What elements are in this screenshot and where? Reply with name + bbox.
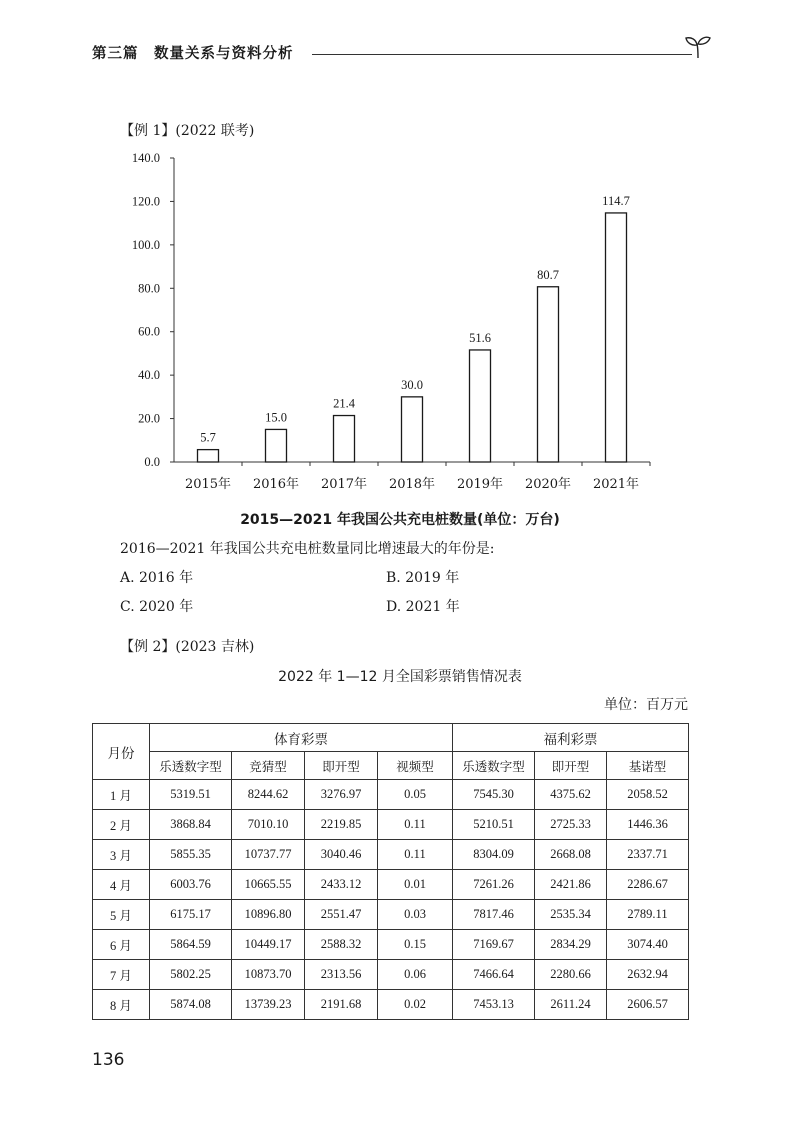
table-cell: 10873.70 bbox=[232, 960, 305, 990]
table-cell: 0.11 bbox=[378, 810, 453, 840]
option-a: A. 2016 年 bbox=[120, 570, 194, 586]
month-cell: 3 月 bbox=[93, 840, 150, 870]
table-cell: 8244.62 bbox=[232, 780, 305, 810]
table-row bbox=[93, 870, 689, 900]
table-cell: 0.02 bbox=[378, 990, 453, 1020]
table-cell: 2433.12 bbox=[305, 870, 378, 900]
table-cell: 3040.46 bbox=[305, 840, 378, 870]
bar bbox=[402, 397, 423, 462]
table-cell: 7545.30 bbox=[453, 780, 535, 810]
page-number: 136 bbox=[92, 1050, 125, 1070]
x-tick-label: 2016年 bbox=[252, 477, 300, 492]
y-tick-label: 0.0 bbox=[144, 455, 160, 469]
bar bbox=[266, 429, 287, 462]
sprout-icon bbox=[684, 34, 712, 60]
example-1-label: 【例 1】(2022 联考) bbox=[120, 123, 255, 139]
table-row bbox=[93, 810, 689, 840]
y-tick-label: 40.0 bbox=[138, 368, 160, 383]
y-tick-label: 60.0 bbox=[138, 324, 160, 339]
y-tick-label: 80.0 bbox=[138, 281, 160, 296]
table-cell: 10449.17 bbox=[232, 930, 305, 960]
month-cell: 6 月 bbox=[93, 930, 150, 960]
option-d: D. 2021 年 bbox=[386, 599, 460, 615]
table-cell: 0.06 bbox=[378, 960, 453, 990]
table-cell: 2313.56 bbox=[305, 960, 378, 990]
table-unit: 单位：百万元 bbox=[604, 697, 688, 713]
column-header: 竞猜型 bbox=[232, 752, 305, 780]
table-cell: 2058.52 bbox=[607, 780, 689, 810]
table-cell: 10896.80 bbox=[232, 900, 305, 930]
table-cell: 5210.51 bbox=[453, 810, 535, 840]
table-cell: 3074.40 bbox=[607, 930, 689, 960]
table-cell: 5864.59 bbox=[150, 930, 232, 960]
option-c: C. 2020 年 bbox=[120, 599, 194, 615]
table-cell: 2606.57 bbox=[607, 990, 689, 1020]
table-cell: 2280.66 bbox=[535, 960, 607, 990]
table-cell: 6175.17 bbox=[150, 900, 232, 930]
option-b: B. 2019 年 bbox=[386, 570, 460, 586]
x-tick-label: 2019年 bbox=[456, 477, 504, 492]
table-cell: 2588.32 bbox=[305, 930, 378, 960]
y-tick-label: 100.0 bbox=[131, 237, 160, 252]
table-cell: 2725.33 bbox=[535, 810, 607, 840]
table-cell: 3868.84 bbox=[150, 810, 232, 840]
data-label: 80.7 bbox=[537, 267, 559, 282]
table-cell: 2834.29 bbox=[535, 930, 607, 960]
x-tick-label: 2020年 bbox=[524, 477, 572, 492]
table-cell: 2668.08 bbox=[535, 840, 607, 870]
column-header: 乐透数字型 bbox=[453, 752, 535, 780]
table-cell: 2632.94 bbox=[607, 960, 689, 990]
table-cell: 8304.09 bbox=[453, 840, 535, 870]
y-tick-label: 120.0 bbox=[131, 194, 160, 209]
table-cell: 0.01 bbox=[378, 870, 453, 900]
table-cell: 2789.11 bbox=[607, 900, 689, 930]
table-cell: 2551.47 bbox=[305, 900, 378, 930]
running-header bbox=[92, 38, 704, 66]
column-header: 即开型 bbox=[305, 752, 378, 780]
chart-axes bbox=[132, 151, 650, 469]
table-cell: 2611.24 bbox=[535, 990, 607, 1020]
table-cell: 7261.26 bbox=[453, 870, 535, 900]
header-rule bbox=[312, 54, 692, 55]
month-cell: 2 月 bbox=[93, 810, 150, 840]
data-label: 21.4 bbox=[333, 396, 355, 411]
table-row bbox=[93, 960, 689, 990]
x-tick-label: 2017年 bbox=[320, 477, 368, 492]
table-cell: 2286.67 bbox=[607, 870, 689, 900]
sports-lottery-header: 体育彩票 bbox=[150, 724, 453, 752]
table-cell: 5855.35 bbox=[150, 840, 232, 870]
data-label: 5.7 bbox=[200, 430, 216, 445]
table-row bbox=[93, 780, 689, 810]
example-2-label: 【例 2】(2023 吉林) bbox=[120, 639, 255, 655]
month-cell: 5 月 bbox=[93, 900, 150, 930]
table-cell: 10665.55 bbox=[232, 870, 305, 900]
data-label: 114.7 bbox=[602, 193, 630, 208]
table-cell: 5319.51 bbox=[150, 780, 232, 810]
table-cell: 6003.76 bbox=[150, 870, 232, 900]
table-row bbox=[93, 900, 689, 930]
x-tick-label: 2015年 bbox=[184, 477, 232, 492]
column-header: 基诺型 bbox=[607, 752, 689, 780]
y-tick-label: 20.0 bbox=[138, 411, 160, 426]
table-row bbox=[93, 840, 689, 870]
bar bbox=[470, 350, 491, 462]
lottery-sales-table bbox=[92, 723, 689, 1020]
data-label: 51.6 bbox=[469, 330, 491, 345]
table-cell: 10737.77 bbox=[232, 840, 305, 870]
table-cell: 2219.85 bbox=[305, 810, 378, 840]
table-cell: 7466.64 bbox=[453, 960, 535, 990]
month-cell: 7 月 bbox=[93, 960, 150, 990]
table-cell: 2535.34 bbox=[535, 900, 607, 930]
x-tick-label: 2021年 bbox=[592, 477, 640, 492]
column-header: 乐透数字型 bbox=[150, 752, 232, 780]
data-label: 15.0 bbox=[265, 410, 287, 425]
section-title: 第三篇 数量关系与资料分析 bbox=[92, 46, 294, 62]
table-cell: 4375.62 bbox=[535, 780, 607, 810]
question-text: 2016—2021 年我国公共充电桩数量同比增速最大的年份是: bbox=[120, 541, 495, 557]
y-tick-label: 140.0 bbox=[131, 151, 160, 165]
table-cell: 13739.23 bbox=[232, 990, 305, 1020]
table-cell: 1446.36 bbox=[607, 810, 689, 840]
table-title: 2022 年 1—12 月全国彩票销售情况表 bbox=[278, 669, 522, 685]
bar bbox=[198, 450, 219, 462]
table-cell: 7817.46 bbox=[453, 900, 535, 930]
table-cell: 2337.71 bbox=[607, 840, 689, 870]
table-cell: 0.03 bbox=[378, 900, 453, 930]
table-cell: 0.05 bbox=[378, 780, 453, 810]
bar bbox=[334, 416, 355, 462]
chart-bars bbox=[198, 213, 627, 462]
table-row bbox=[93, 930, 689, 960]
table-row bbox=[93, 990, 689, 1020]
table-cell: 0.11 bbox=[378, 840, 453, 870]
month-cell: 1 月 bbox=[93, 780, 150, 810]
column-header: 视频型 bbox=[378, 752, 453, 780]
month-cell: 8 月 bbox=[93, 990, 150, 1020]
table-cell: 5874.08 bbox=[150, 990, 232, 1020]
bar bbox=[538, 287, 559, 462]
data-label: 30.0 bbox=[401, 377, 423, 392]
bar bbox=[606, 213, 627, 462]
welfare-lottery-header: 福利彩票 bbox=[453, 724, 689, 752]
table-cell: 7169.67 bbox=[453, 930, 535, 960]
bar-chart bbox=[110, 140, 670, 500]
chart-title: 2015—2021 年我国公共充电桩数量(单位：万台) bbox=[240, 512, 560, 528]
month-cell: 4 月 bbox=[93, 870, 150, 900]
table-cell: 7010.10 bbox=[232, 810, 305, 840]
table-cell: 3276.97 bbox=[305, 780, 378, 810]
table-cell: 2421.86 bbox=[535, 870, 607, 900]
month-header: 月份 bbox=[93, 724, 150, 780]
table-cell: 5802.25 bbox=[150, 960, 232, 990]
table-cell: 7453.13 bbox=[453, 990, 535, 1020]
column-header: 即开型 bbox=[535, 752, 607, 780]
table-cell: 0.15 bbox=[378, 930, 453, 960]
x-tick-label: 2018年 bbox=[388, 477, 436, 492]
table-cell: 2191.68 bbox=[305, 990, 378, 1020]
